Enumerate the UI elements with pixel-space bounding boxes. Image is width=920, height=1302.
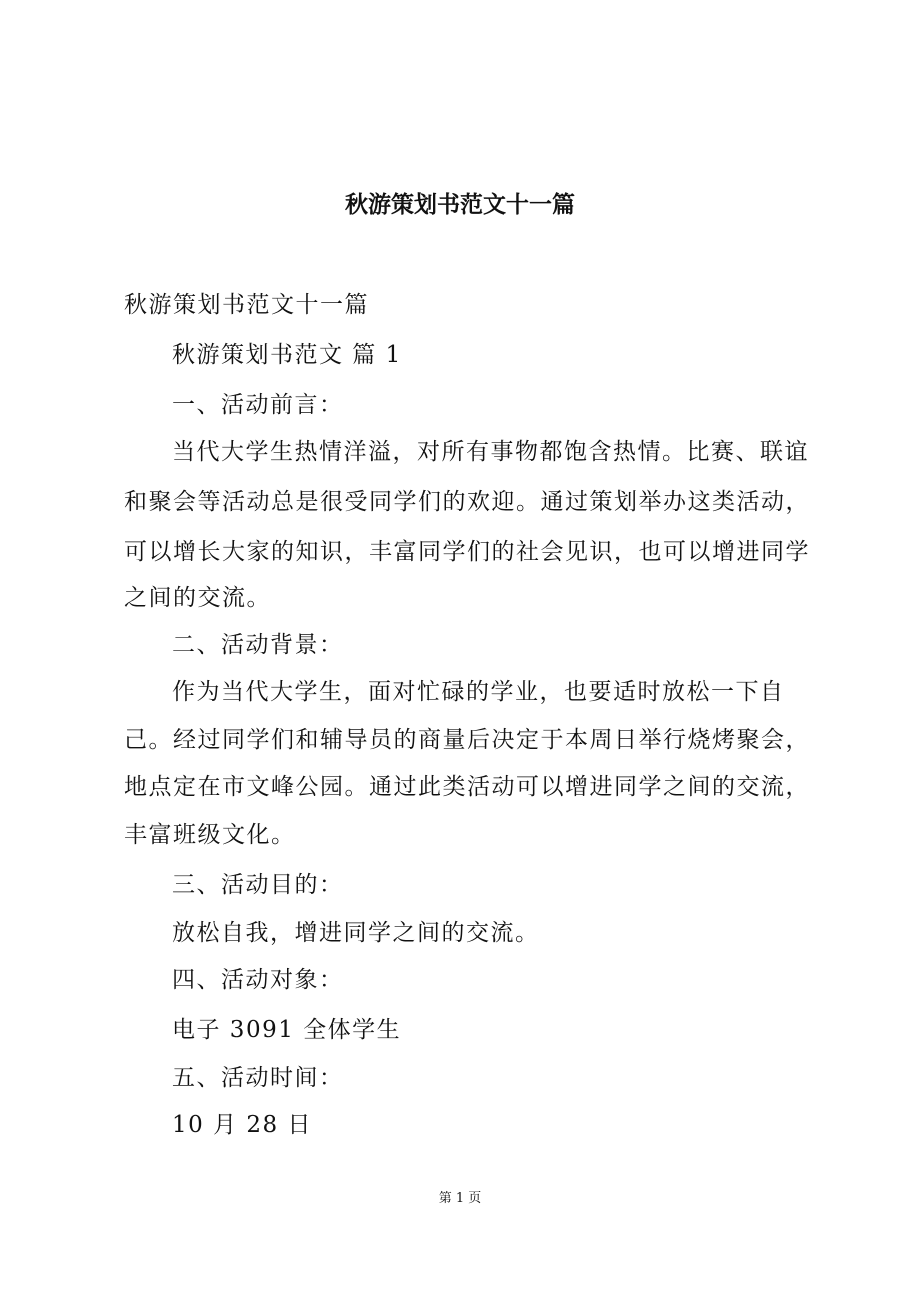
paragraph-line: 丰富班级文化。 [124,822,296,848]
page-number-footer: 第 1 页 [438,1191,482,1206]
paragraph-line: 地点定在市文峰公园。通过此类活动可以增进同学之间的交流， [124,774,810,800]
paragraph-line: 和聚会等活动总是很受同学们的欢迎。通过策划举办这类活动， [124,489,810,515]
doc-heading-line: 秋游策划书范文十一篇 [124,292,369,318]
paragraph-line: 之间的交流。 [124,585,271,611]
paragraph-line: 放松自我，增进同学之间的交流。 [172,920,540,946]
paragraph-line: 作为当代大学生，面对忙碌的学业，也要适时放松一下自 [172,679,785,705]
paragraph-line: 电子 3091 全体学生 [172,1017,402,1043]
subheading-foreword: 一、活动前言： [172,392,344,418]
paragraph-line: 10 月 28 日 [172,1112,312,1138]
paragraph-line: 当代大学生热情洋溢，对所有事物都饱含热情。比赛、联谊 [172,439,809,465]
subheading-time: 五、活动时间： [172,1065,344,1091]
document-title: 秋游策划书范文十一篇 [345,191,575,218]
paragraph-line: 可以增长大家的知识，丰富同学们的社会见识，也可以增进同学 [124,539,810,565]
subheading-background: 二、活动背景： [172,632,344,658]
subheading-purpose: 三、活动目的： [172,872,344,898]
section-title-line: 秋游策划书范文 篇 1 [172,342,402,368]
subheading-audience: 四、活动对象： [172,967,344,993]
paragraph-line: 己。经过同学们和辅导员的商量后决定于本周日举行烧烤聚会， [124,727,810,753]
